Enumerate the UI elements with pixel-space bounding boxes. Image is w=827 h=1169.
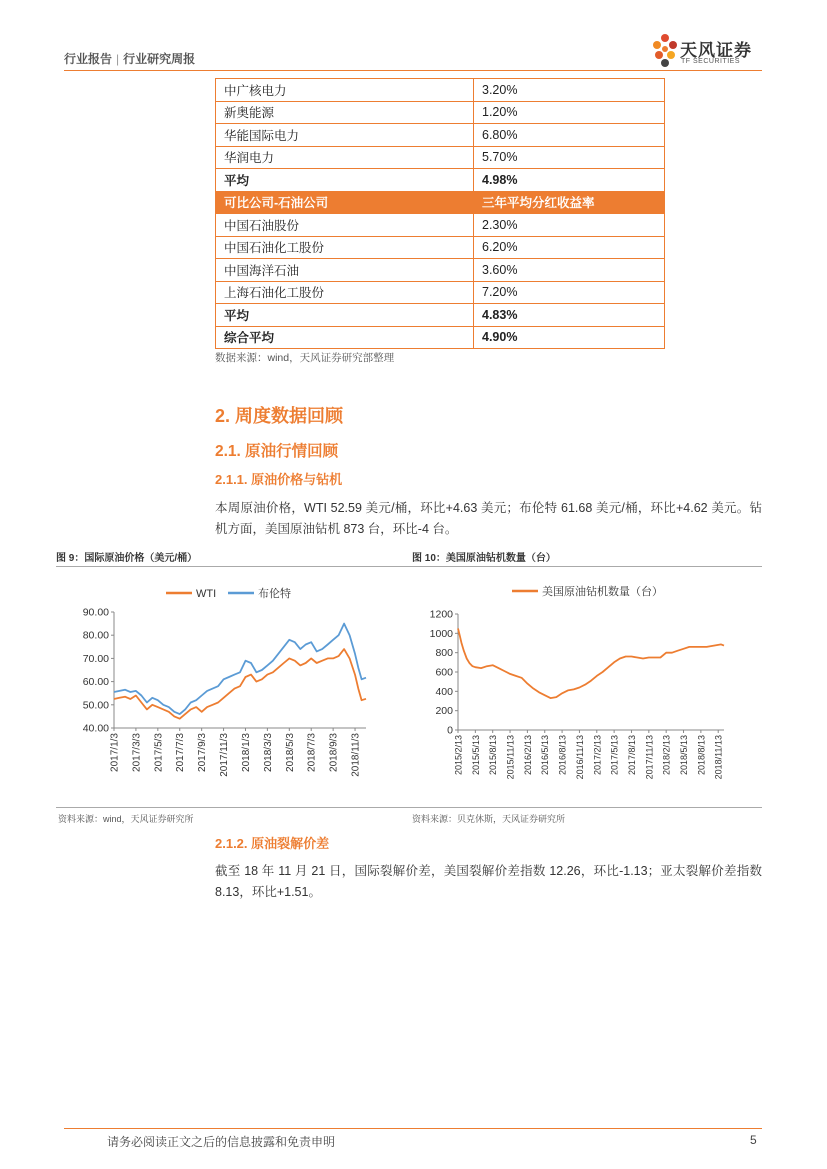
x-tick-label: 2018/7/3 [306, 733, 318, 772]
logo-text-cn: 天风证券 [680, 41, 752, 60]
x-tick-label: 2016/8/13 [557, 735, 568, 776]
table-row [216, 304, 665, 327]
y-tick-label: 800 [435, 647, 453, 660]
table-row [216, 101, 665, 124]
legend-label: 美国原油钻机数量（台） [542, 586, 663, 598]
table-cell-name: 上海石油化工股份 [216, 281, 474, 304]
table-cell-value: 6.80% [474, 124, 665, 147]
table-cell-name: 新奥能源 [216, 101, 474, 124]
x-tick-label: 2018/2/13 [661, 735, 672, 776]
table-cell-name: 华能国际电力 [216, 124, 474, 147]
x-tick-label: 2017/2/13 [592, 735, 603, 776]
oil-price-chart [56, 568, 410, 806]
section-heading-3-2: 2.1.2. 原油裂解价差 [215, 836, 330, 851]
x-tick-label: 2018/3/3 [262, 733, 274, 772]
footer-rule [64, 1128, 762, 1129]
table-row [216, 191, 665, 214]
x-tick-label: 2015/5/13 [470, 735, 481, 776]
table-cell-value: 3.60% [474, 259, 665, 282]
fig9-title: 图 9：国际原油价格（美元/桶） [56, 553, 198, 564]
x-tick-label: 2015/11/13 [505, 735, 516, 780]
table-cell-name: 平均 [216, 169, 474, 192]
x-tick-label: 2016/2/13 [522, 735, 533, 776]
x-tick-label: 2018/11/13 [713, 735, 724, 780]
company-logo [650, 32, 766, 70]
fig9-bottom-rule [56, 807, 410, 808]
page-number: 5 [750, 1133, 757, 1147]
table-cell-value: 5.70% [474, 146, 665, 169]
fig10-top-rule [408, 566, 762, 567]
legend-label: WTI [196, 588, 217, 600]
table-cell-value: 4.83% [474, 304, 665, 327]
table-cell-name: 中广核电力 [216, 79, 474, 102]
fig10-bottom-rule [408, 807, 762, 808]
paragraph-oil-price: 本周原油价格，WTI 52.59 美元/桶，环比+4.63 美元；布伦特 61.68 美元/桶，环比+4.62 美元。钻机方面，美国原油钻机 873 台，环比-4 台。 [215, 501, 762, 536]
table-cell-value: 4.98% [474, 169, 665, 192]
table-row [216, 236, 665, 259]
table-cell-value: 三年平均分红收益率 [474, 191, 665, 214]
fig10-source: 资料来源：贝克休斯，天风证券研究所 [412, 814, 566, 824]
paragraph-crack-spread: 截至 18 年 11 月 21 日，国际裂解价差，美国裂解价差指数 12.26，环比-1.13；亚太裂解价差指数 8.13，环比+1.51。 [215, 864, 762, 899]
section-heading-2: 2.1. 原油行情回顾 [215, 443, 339, 460]
x-tick-label: 2015/8/13 [488, 735, 499, 776]
x-tick-label: 2018/8/13 [696, 735, 707, 776]
x-tick-label: 2017/1/3 [109, 733, 121, 772]
x-tick-label: 2017/7/3 [175, 733, 187, 772]
table-row [216, 326, 665, 349]
table-row [216, 259, 665, 282]
table-cell-name: 可比公司-石油公司 [216, 191, 474, 214]
table-cell-name: 中国石油化工股份 [216, 236, 474, 259]
table-cell-name: 华润电力 [216, 146, 474, 169]
y-tick-label: 70.00 [82, 652, 109, 665]
table-source: 数据来源：wind，天风证券研究部整理 [215, 352, 395, 364]
table-cell-name: 中国石油股份 [216, 214, 474, 237]
table-cell-name: 中国海洋石油 [216, 259, 474, 282]
x-tick-label: 2018/5/13 [679, 735, 690, 776]
y-tick-label: 90.00 [82, 606, 109, 619]
rig-count-chart [408, 568, 762, 806]
y-tick-label: 1200 [429, 608, 453, 621]
y-tick-label: 0 [447, 724, 453, 737]
x-tick-label: 2016/5/13 [540, 735, 551, 776]
y-tick-label: 50.00 [82, 699, 109, 712]
x-tick-label: 2017/3/3 [131, 733, 143, 772]
table-cell-value: 1.20% [474, 101, 665, 124]
y-tick-label: 40.00 [82, 722, 109, 735]
logo-flower-icon [650, 32, 680, 70]
y-tick-label: 60.00 [82, 676, 109, 689]
x-tick-label: 2018/11/3 [350, 733, 362, 777]
x-tick-label: 2018/1/3 [240, 733, 252, 772]
fig9-source: 资料来源：wind，天风证券研究所 [58, 814, 194, 824]
table-cell-value: 6.20% [474, 236, 665, 259]
table-cell-value: 4.90% [474, 326, 665, 349]
x-tick-label: 2018/9/3 [328, 733, 340, 772]
dividend-yield-table [215, 78, 665, 349]
table-cell-value: 2.30% [474, 214, 665, 237]
y-tick-label: 1000 [429, 627, 453, 640]
series-line-0 [458, 629, 724, 699]
table-row [216, 79, 665, 102]
x-tick-label: 2017/5/13 [609, 735, 620, 776]
y-tick-label: 80.00 [82, 629, 109, 642]
y-tick-label: 600 [435, 666, 453, 679]
table-row [216, 169, 665, 192]
header-separator: | [116, 52, 120, 66]
table-cell-value: 7.20% [474, 281, 665, 304]
x-tick-label: 2016/11/13 [574, 735, 585, 780]
table-cell-name: 综合平均 [216, 326, 474, 349]
x-tick-label: 2015/2/13 [453, 735, 464, 776]
y-tick-label: 400 [435, 685, 453, 698]
fig10-title: 图 10：美国原油钻机数量（台） [412, 553, 556, 564]
table-row [216, 146, 665, 169]
x-tick-label: 2018/5/3 [284, 733, 296, 772]
section-heading-1: 2. 周度数据回顾 [215, 406, 344, 426]
x-tick-label: 2017/11/13 [644, 735, 655, 780]
x-tick-label: 2017/8/13 [626, 735, 637, 776]
table-row [216, 124, 665, 147]
header-rule [64, 70, 762, 71]
x-tick-label: 2017/9/3 [197, 733, 209, 772]
table-row [216, 281, 665, 304]
table-cell-value: 3.20% [474, 79, 665, 102]
header-left [64, 50, 195, 67]
section-heading-3-1: 2.1.1. 原油价格与钻机 [215, 472, 343, 487]
x-tick-label: 2017/11/3 [219, 733, 231, 777]
table-row [216, 214, 665, 237]
fig9-top-rule [56, 566, 410, 567]
x-tick-label: 2017/5/3 [153, 733, 165, 772]
footer-disclaimer: 请务必阅读正文之后的信息披露和免责申明 [107, 1135, 336, 1149]
series-line-1 [114, 624, 366, 715]
report-name: 行业研究周报 [123, 52, 196, 66]
report-type: 行业报告 [64, 52, 113, 66]
logo-text-en: TF SECURITIES [681, 58, 741, 65]
legend-label: 布伦特 [258, 588, 291, 600]
table-cell-name: 平均 [216, 304, 474, 327]
series-line-0 [114, 649, 366, 719]
y-tick-label: 200 [435, 705, 453, 718]
